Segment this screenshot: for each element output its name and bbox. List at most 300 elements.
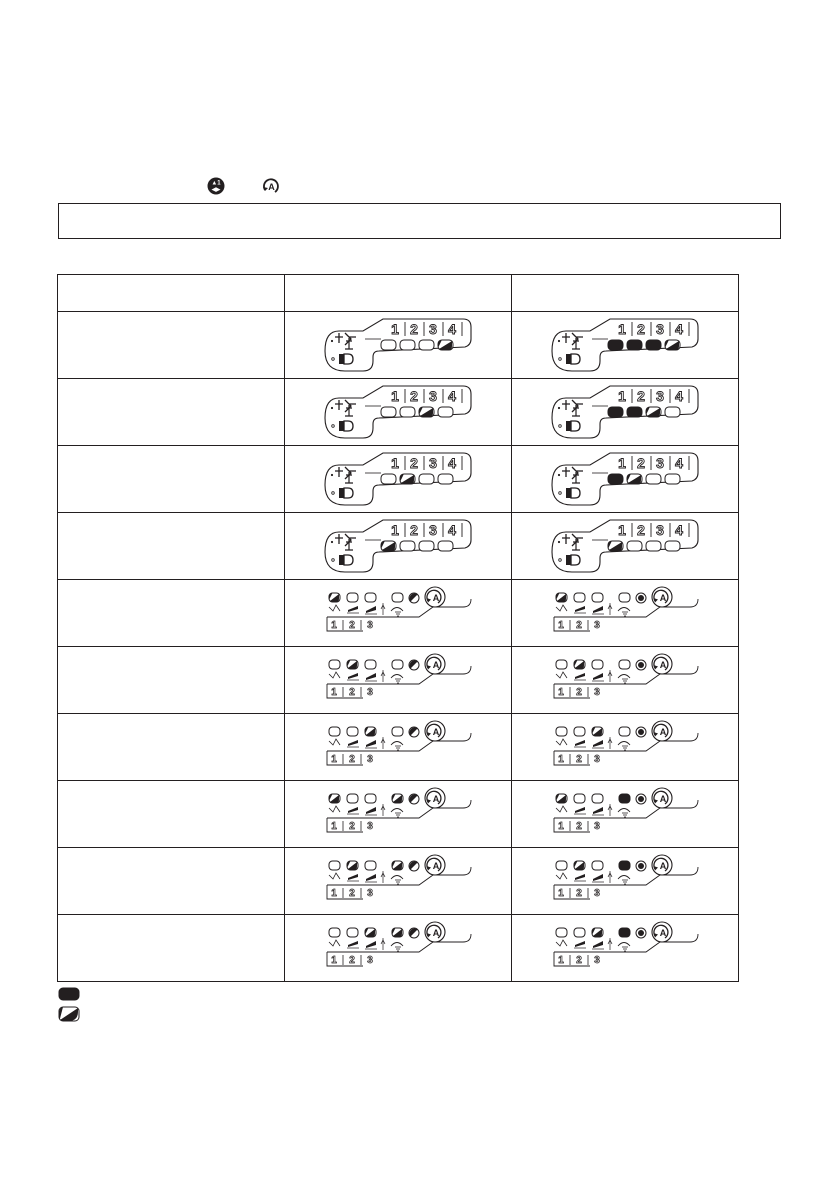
speed-lamp <box>665 407 680 417</box>
speed-digit: 1 <box>391 321 399 337</box>
speed-lamp <box>646 340 661 350</box>
assist-digit: 2 <box>576 687 582 698</box>
speed-digit: 1 <box>618 321 626 337</box>
indicator-table <box>57 274 739 982</box>
table-row <box>58 848 739 915</box>
bolt-mode-icon <box>365 941 377 949</box>
indicator-cell-left <box>285 513 512 580</box>
assist-digit: 1 <box>331 888 337 899</box>
assist-panel <box>323 786 473 842</box>
drill-mode-icon <box>556 739 567 745</box>
screw-mode-icon <box>347 673 359 680</box>
speed-digit: 1 <box>391 522 399 538</box>
assist-digit: 2 <box>349 955 355 966</box>
table-row <box>58 513 739 580</box>
indicator-cell-left <box>285 848 512 915</box>
drill-mode-icon <box>556 672 567 678</box>
assist-digit: 3 <box>594 754 600 765</box>
table-row <box>58 714 739 781</box>
table-row <box>58 580 739 647</box>
table-row <box>58 379 739 446</box>
header-cell <box>512 275 739 312</box>
assist-lamp <box>574 727 585 736</box>
assist-digit: 2 <box>349 687 355 698</box>
auto-mode-button-icon <box>425 587 445 607</box>
speed-lamp <box>400 407 415 417</box>
svg-text:A: A <box>432 861 440 871</box>
speed-lamp <box>381 407 396 417</box>
assist-digit: 2 <box>349 754 355 765</box>
svg-text:A: A <box>659 593 667 603</box>
speed-digit: 4 <box>448 455 456 471</box>
assist-panel <box>323 585 473 641</box>
bolt-mode-icon <box>592 807 604 815</box>
speed-lamp <box>627 541 642 551</box>
note-box <box>58 203 781 239</box>
tapping-mode-icon <box>618 943 630 952</box>
assist-lamp <box>592 727 603 736</box>
screw-mode-icon <box>574 807 586 814</box>
impact-mode-icon <box>331 400 356 416</box>
assist-digit: 3 <box>367 754 373 765</box>
assist-lamp <box>574 660 585 669</box>
speed-lamp <box>608 474 623 484</box>
assist-lamp <box>392 593 403 602</box>
impact-mode-icon <box>558 467 583 483</box>
drill-mode-icon <box>329 672 340 678</box>
assist-digit: 2 <box>576 955 582 966</box>
auto-lamp <box>636 794 646 804</box>
assist-lamp <box>592 861 603 870</box>
svg-text:A: A <box>432 593 440 603</box>
speed-lamp <box>627 407 642 417</box>
bolt-mode-icon <box>365 807 377 815</box>
assist-digit: 3 <box>367 821 373 832</box>
speed-digit: 3 <box>429 455 437 471</box>
speed-digit: 1 <box>618 388 626 404</box>
assist-lamp <box>392 660 403 669</box>
assist-lamp <box>592 794 603 803</box>
speed-panel <box>550 518 700 574</box>
speed-digit: 2 <box>410 321 418 337</box>
assist-digit: 2 <box>576 620 582 631</box>
indicator-cell-right <box>512 580 739 647</box>
assist-digit: 2 <box>349 821 355 832</box>
indicator-cell-right <box>512 379 739 446</box>
auto-lamp <box>409 794 419 804</box>
indicator-cell-left <box>285 647 512 714</box>
assist-lamp <box>619 794 630 803</box>
svg-text:A: A <box>659 660 667 670</box>
assist-lamp <box>556 727 567 736</box>
speed-digit: 3 <box>429 388 437 404</box>
legend-item-on <box>58 987 80 1006</box>
speed-lamp <box>665 474 680 484</box>
speed-lamp <box>400 541 415 551</box>
bolt-mode-icon <box>592 941 604 949</box>
speed-digit: 3 <box>656 321 664 337</box>
tapping-mode-icon <box>618 742 630 751</box>
speed-lamp <box>438 474 453 484</box>
tapping-mode-icon <box>391 742 403 751</box>
assist-lamp <box>329 593 340 602</box>
assist-digit: 3 <box>594 821 600 832</box>
assist-lamp <box>347 593 358 602</box>
assist-lamp <box>619 660 630 669</box>
auto-mode-icon <box>260 176 282 196</box>
assist-digit: 1 <box>558 687 564 698</box>
speed-panel <box>550 317 700 373</box>
light-icon <box>332 354 353 364</box>
assist-digit: 3 <box>367 687 373 698</box>
speed-digit: 1 <box>618 522 626 538</box>
impact-mode-icon <box>331 467 356 483</box>
speed-digit: 4 <box>448 321 456 337</box>
assist-lamp <box>556 794 567 803</box>
table-row <box>58 781 739 848</box>
auto-mode-button-icon <box>652 855 672 875</box>
speed-lamp <box>438 407 453 417</box>
auto-mode-button-icon <box>425 855 445 875</box>
assist-digit: 1 <box>558 620 564 631</box>
assist-digit: 2 <box>576 754 582 765</box>
speed-digit: 2 <box>410 455 418 471</box>
speed-digit: 1 <box>391 388 399 404</box>
assist-lamp <box>619 928 630 937</box>
drill-mode-icon <box>329 940 340 946</box>
speed-lamp <box>646 407 661 417</box>
tapping-mode-icon <box>618 809 630 818</box>
assist-lamp <box>392 861 403 870</box>
auto-mode-button-icon <box>425 721 445 741</box>
indicator-cell-right <box>512 647 739 714</box>
svg-text:A: A <box>432 727 440 737</box>
assist-digit: 1 <box>558 888 564 899</box>
speed-lamp <box>400 474 415 484</box>
auto-lamp <box>636 928 646 938</box>
row-label <box>58 580 285 647</box>
speed-lamp <box>665 541 680 551</box>
speed-digit: 4 <box>448 522 456 538</box>
indicator-cell-left <box>285 379 512 446</box>
table-row <box>58 312 739 379</box>
assist-digit: 1 <box>558 955 564 966</box>
drill-mode-icon <box>329 605 340 611</box>
assist-digit: 3 <box>367 888 373 899</box>
indicator-cell-right <box>512 446 739 513</box>
auto-mode-button-icon <box>652 587 672 607</box>
assist-digit: 3 <box>594 620 600 631</box>
svg-text:A: A <box>432 660 440 670</box>
assist-panel <box>550 719 700 775</box>
indicator-cell-left <box>285 915 512 982</box>
assist-digit: 2 <box>349 888 355 899</box>
table-row <box>58 647 739 714</box>
assist-lamp <box>365 794 376 803</box>
light-icon <box>559 555 580 565</box>
assist-lamp <box>347 928 358 937</box>
speed-lamp <box>419 541 434 551</box>
tapping-mode-icon <box>391 876 403 885</box>
bolt-mode-icon <box>365 606 377 614</box>
table-row <box>58 915 739 982</box>
speed-lamp <box>438 340 453 350</box>
light-icon <box>559 354 580 364</box>
bolt-mode-icon <box>592 740 604 748</box>
speed-panel <box>323 384 473 440</box>
row-label <box>58 915 285 982</box>
assist-lamp <box>329 928 340 937</box>
row-label <box>58 312 285 379</box>
tapping-mode-icon <box>391 809 403 818</box>
bolt-mode-icon <box>592 874 604 882</box>
speed-digit: 3 <box>656 388 664 404</box>
speed-lamp <box>381 474 396 484</box>
impact-mode-icon <box>558 534 583 550</box>
auto-mode-button-icon <box>425 788 445 808</box>
light-icon <box>332 488 353 498</box>
drill-mode-icon <box>329 806 340 812</box>
speed-digit: 3 <box>429 321 437 337</box>
auto-lamp <box>409 660 419 670</box>
speed-panel <box>550 451 700 507</box>
svg-text:A: A <box>268 182 275 192</box>
row-label <box>58 848 285 915</box>
assist-digit: 1 <box>331 821 337 832</box>
row-label <box>58 513 285 580</box>
impact-mode-icon <box>331 333 356 349</box>
assist-lamp <box>329 660 340 669</box>
light-icon <box>559 488 580 498</box>
assist-digit: 3 <box>367 620 373 631</box>
speed-lamp <box>438 541 453 551</box>
assist-lamp <box>592 928 603 937</box>
speed-digit: 4 <box>675 522 683 538</box>
drill-mode-icon <box>556 940 567 946</box>
indicator-cell-right <box>512 714 739 781</box>
speed-digit: 2 <box>637 388 645 404</box>
assist-lamp <box>574 861 585 870</box>
speed-digit: 3 <box>656 455 664 471</box>
screw-mode-icon <box>574 740 586 747</box>
indicator-cell-left <box>285 781 512 848</box>
assist-lamp <box>365 593 376 602</box>
screw-mode-icon <box>347 941 359 948</box>
assist-lamp <box>574 928 585 937</box>
indicator-cell-left <box>285 446 512 513</box>
assist-panel <box>550 853 700 909</box>
assist-lamp <box>347 727 358 736</box>
speed-digit: 3 <box>656 522 664 538</box>
assist-lamp <box>619 727 630 736</box>
tapping-mode-icon <box>618 608 630 617</box>
speed-lamp <box>400 340 415 350</box>
auto-lamp <box>636 593 646 603</box>
indicator-cell-left <box>285 312 512 379</box>
assist-lamp <box>392 727 403 736</box>
speed-lamp <box>646 541 661 551</box>
assist-lamp <box>365 660 376 669</box>
assist-lamp <box>329 727 340 736</box>
auto-lamp <box>409 593 419 603</box>
bolt-mode-icon <box>592 606 604 614</box>
svg-text:A: A <box>659 794 667 804</box>
impact-mode-icon <box>558 333 583 349</box>
row-label <box>58 379 285 446</box>
screw-mode-icon <box>574 874 586 881</box>
assist-lamp <box>574 593 585 602</box>
lamp-blinking-icon <box>58 1006 80 1022</box>
assist-lamp <box>592 593 603 602</box>
tapping-mode-icon <box>618 876 630 885</box>
assist-lamp <box>365 727 376 736</box>
row-label <box>58 446 285 513</box>
svg-text:◀▶: ◀▶ <box>211 187 221 193</box>
row-label <box>58 781 285 848</box>
speed-digit: 2 <box>637 321 645 337</box>
auto-lamp <box>409 727 419 737</box>
speed-lamp <box>646 474 661 484</box>
tapping-mode-icon <box>391 608 403 617</box>
auto-lamp <box>636 861 646 871</box>
assist-lamp <box>592 660 603 669</box>
bolt-mode-icon <box>365 740 377 748</box>
assist-lamp <box>556 660 567 669</box>
assist-digit: 2 <box>576 821 582 832</box>
assist-lamp <box>574 794 585 803</box>
assist-panel <box>550 585 700 641</box>
assist-panel <box>323 920 473 976</box>
legend-item-blinking <box>58 1006 80 1027</box>
speed-digit: 2 <box>410 522 418 538</box>
assist-digit: 3 <box>594 888 600 899</box>
assist-lamp <box>329 794 340 803</box>
indicator-cell-right <box>512 513 739 580</box>
screw-mode-icon <box>347 740 359 747</box>
screw-mode-icon <box>347 606 359 613</box>
speed-lamp <box>608 541 623 551</box>
svg-text:A: A <box>659 928 667 938</box>
speed-lamp <box>608 340 623 350</box>
speed-digit: 1 <box>391 455 399 471</box>
drill-mode-icon <box>556 605 567 611</box>
auto-mode-button-icon <box>652 922 672 942</box>
auto-lamp <box>409 861 419 871</box>
auto-mode-button-icon <box>425 922 445 942</box>
assist-lamp <box>347 794 358 803</box>
speed-lamp <box>419 340 434 350</box>
row-label <box>58 647 285 714</box>
screw-mode-icon <box>347 874 359 881</box>
assist-panel <box>323 853 473 909</box>
speed-lamp <box>381 541 396 551</box>
speed-lamp <box>627 474 642 484</box>
bolt-mode-icon <box>365 673 377 681</box>
assist-digit: 3 <box>594 955 600 966</box>
svg-text:A: A <box>432 794 440 804</box>
indicator-cell-left <box>285 714 512 781</box>
auto-mode-button-icon <box>425 654 445 674</box>
assist-lamp <box>365 928 376 937</box>
assist-panel <box>550 652 700 708</box>
assist-panel <box>323 719 473 775</box>
auto-mode-button-icon <box>652 654 672 674</box>
assist-digit: 2 <box>576 888 582 899</box>
assist-digit: 1 <box>331 955 337 966</box>
auto-lamp <box>636 727 646 737</box>
svg-text:▲1: ▲1 <box>211 180 221 187</box>
speed-lamp <box>627 340 642 350</box>
assist-lamp <box>329 861 340 870</box>
header-cell <box>285 275 512 312</box>
assist-digit: 2 <box>349 620 355 631</box>
speed-lamp <box>665 340 680 350</box>
assist-lamp <box>365 861 376 870</box>
svg-text:A: A <box>432 928 440 938</box>
assist-lamp <box>556 928 567 937</box>
assist-digit: 3 <box>594 687 600 698</box>
speed-lamp <box>419 474 434 484</box>
assist-panel <box>550 786 700 842</box>
multi-mode-icon <box>206 176 226 196</box>
auto-mode-button-icon <box>652 721 672 741</box>
light-icon <box>332 421 353 431</box>
indicator-cell-left <box>285 580 512 647</box>
indicator-cell-right <box>512 848 739 915</box>
speed-lamp <box>419 407 434 417</box>
assist-digit: 1 <box>331 687 337 698</box>
assist-lamp <box>619 861 630 870</box>
auto-lamp <box>409 928 419 938</box>
auto-lamp <box>636 660 646 670</box>
speed-digit: 2 <box>637 522 645 538</box>
indicator-cell-right <box>512 781 739 848</box>
tapping-mode-icon <box>391 943 403 952</box>
svg-text:A: A <box>659 727 667 737</box>
assist-panel <box>550 920 700 976</box>
tapping-mode-icon <box>618 675 630 684</box>
speed-panel <box>323 451 473 507</box>
assist-panel <box>323 652 473 708</box>
drill-mode-icon <box>329 873 340 879</box>
assist-lamp <box>347 861 358 870</box>
light-icon <box>332 555 353 565</box>
assist-digit: 3 <box>367 955 373 966</box>
assist-lamp <box>619 593 630 602</box>
speed-digit: 4 <box>448 388 456 404</box>
tapping-mode-icon <box>391 675 403 684</box>
screw-mode-icon <box>574 673 586 680</box>
speed-lamp <box>608 407 623 417</box>
speed-digit: 1 <box>618 455 626 471</box>
row-label <box>58 714 285 781</box>
assist-lamp <box>556 593 567 602</box>
assist-lamp <box>392 794 403 803</box>
speed-digit: 3 <box>429 522 437 538</box>
impact-mode-icon <box>558 400 583 416</box>
impact-mode-icon <box>331 534 356 550</box>
screw-mode-icon <box>574 941 586 948</box>
assist-lamp <box>556 861 567 870</box>
speed-panel <box>323 317 473 373</box>
speed-digit: 4 <box>675 388 683 404</box>
assist-digit: 1 <box>331 620 337 631</box>
bolt-mode-icon <box>592 673 604 681</box>
speed-digit: 4 <box>675 455 683 471</box>
bolt-mode-icon <box>365 874 377 882</box>
drill-mode-icon <box>329 739 340 745</box>
header-cell <box>58 275 285 312</box>
